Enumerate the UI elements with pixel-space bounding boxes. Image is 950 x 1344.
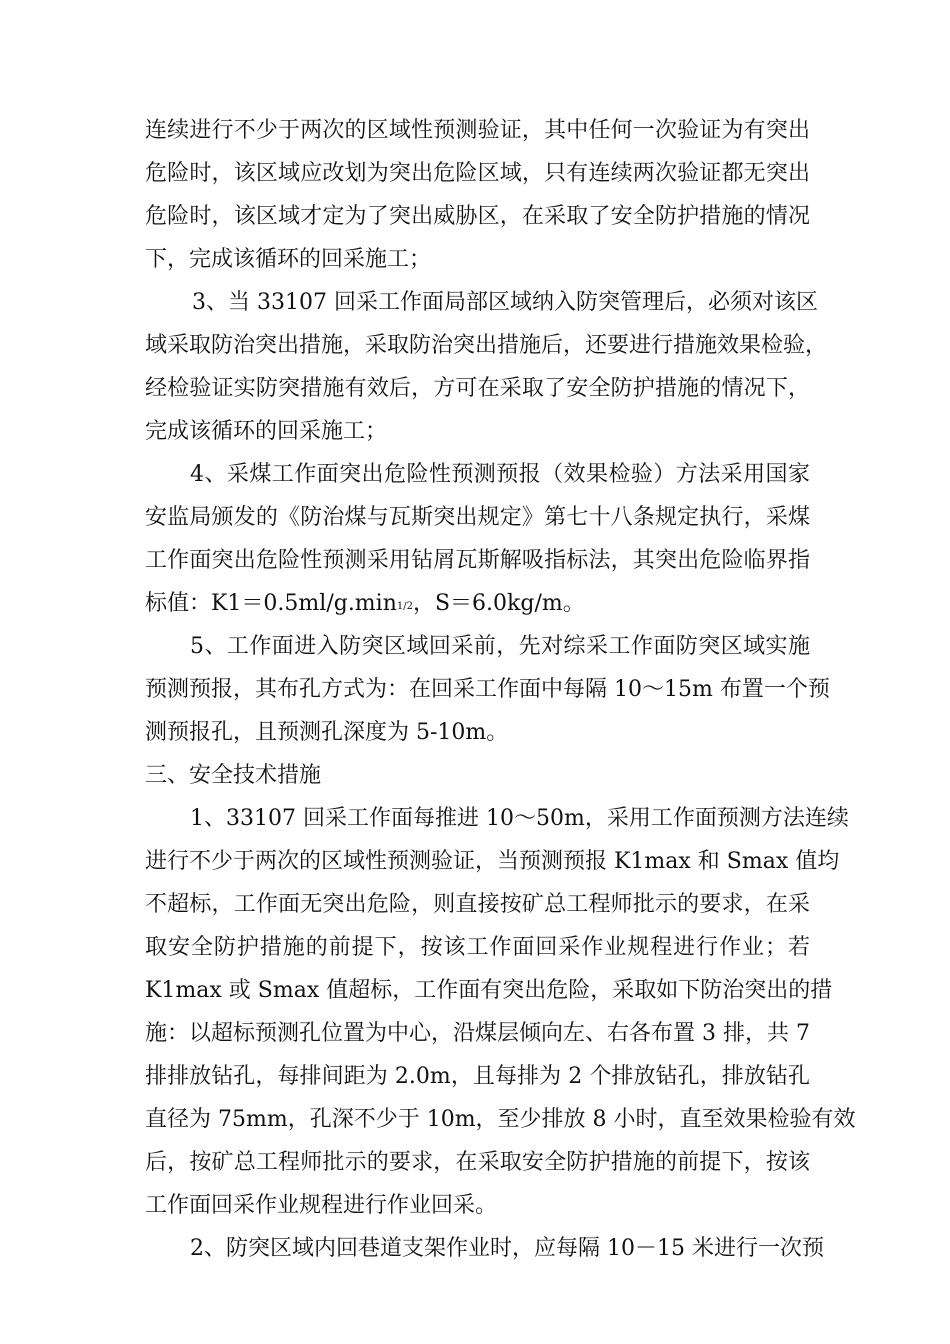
paragraph-first-line: 1、33107 回采工作面每推进 10～50m，采用工作面预测方法连续 xyxy=(190,806,849,831)
text-line: 完成该循环的回采施工； xyxy=(145,419,388,444)
text-line: 危险时，该区域应改划为突出危险区域，只有连续两次验证都无突出 xyxy=(145,161,810,186)
text-line: 不超标，工作面无突出危险，则直接按矿总工程师批示的要求，在采 xyxy=(145,892,810,917)
text-line: 进行不少于两次的区域性预测验证，当预测预报 K1max 和 Smax 值均 xyxy=(145,849,840,874)
text-line: 取安全防护措施的前提下，按该工作面回采作业规程进行作业；若 xyxy=(145,935,810,960)
formula-exponent: 1/2 xyxy=(396,601,413,612)
section-heading: 三、安全技术措施 xyxy=(145,763,322,788)
text-line: 工作面回采作业规程进行作业回采。 xyxy=(145,1193,498,1218)
text-line: 排排放钻孔，每排间距为 2.0m，且每排为 2 个排放钻孔，排放钻孔 xyxy=(145,1064,810,1089)
paragraph-first-line: 5、工作面进入防突区域回采前，先对综采工作面防突区域实施 xyxy=(190,634,810,659)
text-line: 测预报孔，且预测孔深度为 5-10m。 xyxy=(145,720,509,745)
text-line: 安监局颁发的《防治煤与瓦斯突出规定》第七十八条规定执行，采煤 xyxy=(145,505,810,530)
text-line: 域采取防治突出措施，采取防治突出措施后，还要进行措施效果检验， xyxy=(145,333,828,358)
text-line: 工作面突出危险性预测采用钻屑瓦斯解吸指标法，其突出危险临界指 xyxy=(145,548,810,573)
paragraph-first-line: 3、当 33107 回采工作面局部区域纳入防突管理后，必须对该区 xyxy=(192,290,818,315)
text-line: 后，按矿总工程师批示的要求，在采取安全防护措施的前提下，按该 xyxy=(145,1150,810,1175)
paragraph-first-line: 2、防突区域内回巷道支架作业时，应每隔 10－15 米进行一次预 xyxy=(190,1236,824,1261)
text-line: 预测预报，其布孔方式为：在回采工作面中每隔 10～15m 布置一个预 xyxy=(145,677,830,702)
text-line: 直径为 75mm，孔深不少于 10m，至少排放 8 小时，直至效果检验有效 xyxy=(145,1107,856,1132)
text-line: 危险时，该区域才定为了突出威胁区，在采取了安全防护措施的情况 xyxy=(145,204,810,229)
text-line: 下，完成该循环的回采施工； xyxy=(145,247,432,272)
paragraph-first-line: 4、采煤工作面突出危险性预测预报（效果检验）方法采用国家 xyxy=(190,462,810,487)
text-line: 经检验证实防突措施有效后，方可在采取了安全防护措施的情况下， xyxy=(145,376,810,401)
formula-line xyxy=(145,584,810,624)
text-line: K1max 或 Smax 值超标，工作面有突出危险，采取如下防治突出的措 xyxy=(145,978,833,1003)
text-line: 连续进行不少于两次的区域性预测验证，其中任何一次验证为有突出 xyxy=(145,118,810,143)
text-line: 施：以超标预测孔位置为中心，沿煤层倾向左、右各布置 3 排，共 7 xyxy=(145,1021,810,1046)
formula-text: 标值：K1＝0.5ml/g.min xyxy=(145,591,397,616)
formula-text: ，S＝6.0kg/m。 xyxy=(412,591,585,616)
